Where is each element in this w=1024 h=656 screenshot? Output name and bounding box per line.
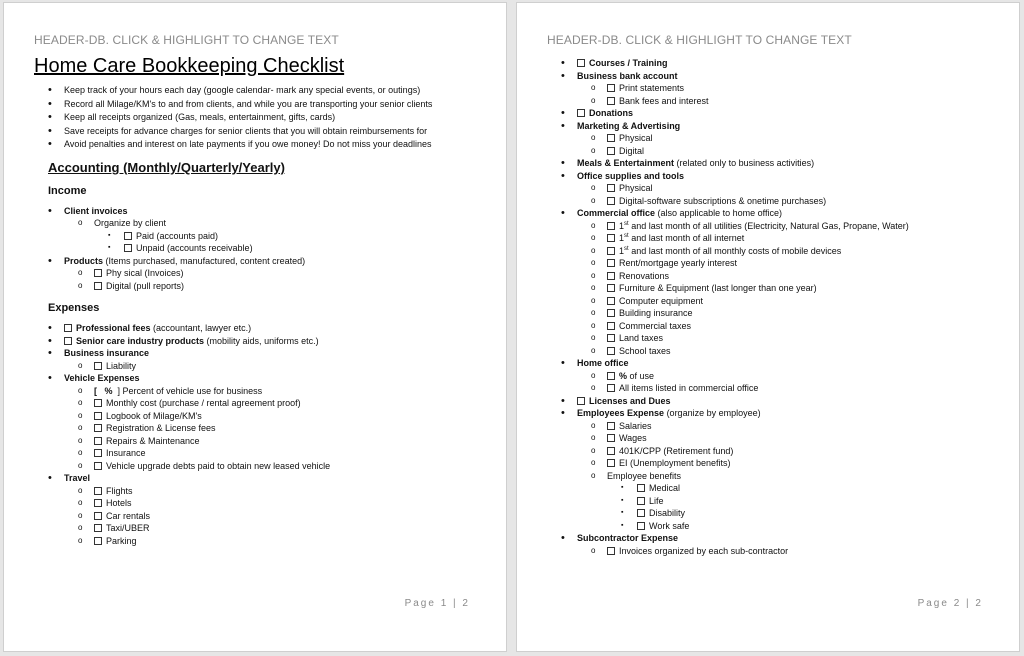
- checkbox-icon[interactable]: [607, 334, 615, 342]
- item-label: Registration & License fees: [106, 423, 216, 434]
- list-item: [547, 282, 999, 295]
- list-item: [547, 107, 999, 120]
- list-item: [34, 280, 486, 293]
- item-label: All items listed in commercial office: [619, 383, 759, 393]
- item-label: Liability: [106, 360, 137, 371]
- income-heading: Income: [48, 184, 87, 197]
- checkbox-icon[interactable]: [607, 97, 615, 105]
- list-item: [34, 535, 486, 548]
- document-page-1: [3, 2, 507, 652]
- list-item: [547, 445, 999, 458]
- list-item: [547, 145, 999, 158]
- intro-list: [34, 84, 486, 152]
- list-item: [547, 195, 999, 208]
- list-item: • Avoid penalties and interest on late payments if you owe money! Do not miss your deadlines: [34, 138, 486, 152]
- list-item: [547, 157, 999, 170]
- ordinal: 1: [619, 245, 625, 256]
- item-label: Products: [64, 255, 104, 266]
- ordinal-suffix: st: [624, 245, 629, 252]
- income-list: [34, 205, 486, 293]
- checkbox-icon[interactable]: [607, 222, 615, 230]
- item-label: Rent/mortgage yearly interest: [619, 258, 738, 268]
- checkbox-icon[interactable]: [94, 499, 102, 507]
- list-item: [547, 495, 999, 508]
- page-header[interactable]: HEADER-DB. CLICK & HIGHLIGHT TO CHANGE TEXT: [547, 33, 852, 47]
- checkbox-icon[interactable]: [94, 399, 102, 407]
- item-note: (Items purchased, manufactured, content created): [105, 255, 306, 266]
- item-label: Unpaid (accounts receivable): [136, 243, 253, 254]
- item-label: Business bank account: [577, 70, 678, 81]
- item-label: Commercial taxes: [619, 320, 692, 331]
- list-item: [34, 385, 486, 398]
- checkbox-icon[interactable]: [607, 372, 615, 380]
- list-item: [34, 447, 486, 460]
- item-label: Travel: [64, 473, 91, 484]
- list-item: [547, 382, 999, 395]
- list-item: • Save receipts for advance charges for senior clients that you will obtain reimbursements for: [34, 125, 486, 139]
- list-item: [547, 320, 999, 333]
- item-label: 401K/CPP (Retirement fund): [619, 445, 734, 456]
- item-label: Hotels: [106, 498, 132, 509]
- item-label: Medical: [649, 483, 681, 493]
- list-item: [547, 395, 999, 408]
- checkbox-icon[interactable]: [94, 487, 102, 495]
- list-item: [34, 347, 486, 360]
- checkbox-icon[interactable]: [607, 197, 615, 205]
- item-label: Donations: [589, 108, 633, 118]
- page-number: Page 2 | 2: [917, 598, 983, 609]
- checkbox-icon[interactable]: [94, 412, 102, 420]
- list-item: [547, 70, 999, 83]
- list-item: [547, 82, 999, 95]
- page-2-content: [547, 57, 999, 557]
- item-label: Disability: [649, 508, 686, 518]
- checkbox-icon[interactable]: [94, 449, 102, 457]
- percent-symbol: %: [619, 370, 628, 381]
- list-item: [547, 520, 999, 533]
- list-item: [34, 255, 486, 268]
- page-header[interactable]: HEADER-DB. CLICK & HIGHLIGHT TO CHANGE TEXT: [34, 33, 339, 47]
- checkbox-icon[interactable]: [607, 84, 615, 92]
- item-label: Insurance: [106, 448, 146, 459]
- checkbox-icon[interactable]: [64, 337, 72, 345]
- list-item: o Organize by client: [34, 217, 486, 230]
- list-item: o Employee benefits: [547, 470, 999, 483]
- list-item: [34, 322, 486, 335]
- list-item: [547, 345, 999, 358]
- checkbox-icon[interactable]: [607, 272, 615, 280]
- checkbox-icon[interactable]: [607, 447, 615, 455]
- checkbox-icon[interactable]: [607, 547, 615, 555]
- checkbox-icon[interactable]: [637, 522, 645, 530]
- checkbox-icon[interactable]: [607, 347, 615, 355]
- list-item: [547, 245, 999, 258]
- document-page-2: [516, 2, 1020, 652]
- item-label: and last month of all monthly costs of mobile devices: [628, 245, 842, 256]
- item-label: Land taxes: [619, 333, 664, 343]
- list-item: [34, 372, 486, 385]
- list-item: [34, 242, 486, 255]
- item-label: Computer equipment: [619, 295, 704, 306]
- item-label: Bank fees and interest: [619, 95, 709, 106]
- ordinal-suffix: st: [624, 233, 629, 239]
- list-item: [34, 205, 486, 218]
- item-label: Furniture & Equipment (last longer than one year): [619, 283, 817, 293]
- item-label: Digital-software subscriptions & onetime purchases): [619, 195, 827, 206]
- item-label: Digital: [619, 145, 645, 156]
- checkbox-icon[interactable]: [607, 322, 615, 330]
- item-label: Print statements: [619, 83, 685, 93]
- list-item: [34, 410, 486, 423]
- item-label: Paid (accounts paid): [136, 230, 219, 241]
- list-item: [547, 482, 999, 495]
- item-note: (organize by employee): [666, 408, 761, 418]
- list-item: [547, 207, 999, 220]
- checkbox-icon[interactable]: [94, 424, 102, 432]
- percent-symbol: %: [104, 385, 113, 396]
- item-label: Car rentals: [106, 510, 151, 521]
- checkbox-icon[interactable]: [637, 497, 645, 505]
- item-label: Work safe: [649, 520, 690, 531]
- list-item: [34, 335, 486, 348]
- item-label: Flights: [106, 485, 133, 496]
- list-item: [547, 295, 999, 308]
- accounting-heading: Accounting (Monthly/Quarterly/Yearly): [48, 159, 285, 175]
- expenses-list-continued: [547, 57, 999, 557]
- item-label: Professional fees: [76, 323, 151, 334]
- item-label: School taxes: [619, 345, 671, 356]
- checkbox-icon[interactable]: [124, 232, 132, 240]
- item-label: Marketing & Advertising: [577, 120, 681, 131]
- list-item: [34, 397, 486, 410]
- item-label: Vehicle upgrade debts paid to obtain new leased vehicle: [106, 460, 331, 471]
- list-item: [34, 485, 486, 498]
- checkbox-icon[interactable]: [607, 434, 615, 442]
- list-item: [547, 545, 999, 558]
- list-item: [34, 460, 486, 473]
- item-label: Commercial office: [577, 208, 656, 218]
- item-label: Client invoices: [64, 205, 128, 216]
- item-label: Salaries: [619, 420, 652, 431]
- page-number: Page 1 | 2: [404, 598, 470, 609]
- list-item: [547, 307, 999, 320]
- checkbox-icon[interactable]: [607, 309, 615, 317]
- item-note: (accountant, lawyer etc.): [153, 323, 252, 334]
- checkbox-icon[interactable]: [577, 109, 585, 117]
- item-label: Business insurance: [64, 348, 150, 359]
- list-item: [547, 220, 999, 233]
- item-label: Home office: [577, 358, 629, 368]
- checkbox-icon[interactable]: [607, 234, 615, 242]
- checkbox-icon[interactable]: [94, 437, 102, 445]
- item-label: Parking: [106, 535, 137, 546]
- list-item: • Keep track of your hours each day (google calendar- mark any special events, or outings): [34, 84, 486, 98]
- item-label: Renovations: [619, 270, 670, 281]
- checkbox-icon[interactable]: [94, 537, 102, 545]
- item-note: (also applicable to home office): [657, 208, 782, 218]
- list-item: [547, 432, 999, 445]
- page-1-content: [34, 53, 486, 547]
- item-label: Phy sical (Invoices): [106, 268, 184, 279]
- list-item: [34, 230, 486, 243]
- document-title: Home Care Bookkeeping Checklist: [34, 55, 345, 77]
- checkbox-icon[interactable]: [64, 324, 72, 332]
- list-item: [547, 95, 999, 108]
- item-label: Courses / Training: [589, 58, 668, 68]
- item-label: Life: [649, 495, 664, 506]
- list-item: • Keep all receipts organized (Gas, meals, entertainment, gifts, cards): [34, 111, 486, 125]
- item-label: Physical: [619, 133, 653, 143]
- checkbox-icon[interactable]: [607, 259, 615, 267]
- item-label: Logbook of Milage/KM's: [106, 410, 202, 421]
- list-item: [547, 132, 999, 145]
- checkbox-icon[interactable]: [607, 247, 615, 255]
- item-label: Physical: [619, 183, 653, 193]
- item-label: Subcontractor Expense: [577, 533, 679, 543]
- checkbox-icon[interactable]: [607, 134, 615, 142]
- checkbox-icon[interactable]: [607, 147, 615, 155]
- item-label: Senior care industry products: [76, 335, 205, 346]
- list-item: [34, 267, 486, 280]
- list-item: [547, 270, 999, 283]
- list-item: [34, 422, 486, 435]
- checkbox-icon[interactable]: [607, 184, 615, 192]
- item-label: of use: [627, 370, 655, 381]
- list-item: [547, 370, 999, 383]
- list-item: [547, 407, 999, 420]
- list-item: [547, 257, 999, 270]
- list-item: [34, 510, 486, 523]
- item-note: (related only to business activities): [676, 158, 815, 168]
- checkbox-icon[interactable]: [637, 509, 645, 517]
- list-item: [547, 120, 999, 133]
- item-note: (mobility aids, uniforms etc.): [206, 335, 319, 346]
- item-label: and last month of all utilities (Electricity, Natural Gas, Propane, Water): [628, 220, 909, 231]
- checkbox-icon[interactable]: [607, 384, 615, 392]
- checkbox-icon[interactable]: [94, 282, 102, 290]
- item-label: Building insurance: [619, 308, 693, 318]
- item-label: Invoices organized by each sub-contractor: [619, 545, 789, 556]
- checkbox-icon[interactable]: [94, 512, 102, 520]
- list-item: [34, 497, 486, 510]
- checkbox-icon[interactable]: [577, 397, 585, 405]
- checkbox-icon[interactable]: [637, 484, 645, 492]
- checkbox-icon[interactable]: [94, 462, 102, 470]
- list-item: [34, 472, 486, 485]
- list-item: [547, 182, 999, 195]
- checkbox-icon[interactable]: [94, 362, 102, 370]
- list-item: [34, 360, 486, 373]
- checkbox-icon[interactable]: [94, 269, 102, 277]
- ordinal: 1: [619, 220, 625, 231]
- checkbox-icon[interactable]: [124, 244, 132, 252]
- percent-bracket: [: [94, 385, 97, 396]
- list-item: [547, 57, 999, 70]
- checkbox-icon[interactable]: [607, 297, 615, 305]
- item-label: Repairs & Maintenance: [106, 435, 200, 446]
- item-label: Wages: [619, 433, 647, 443]
- item-label: Employees Expense: [577, 408, 665, 418]
- item-label: Taxi/UBER: [106, 523, 150, 534]
- expenses-list: [34, 322, 486, 547]
- item-label: Licenses and Dues: [589, 395, 671, 406]
- list-item: [547, 357, 999, 370]
- list-item: [34, 522, 486, 535]
- item-label: Digital (pull reports): [106, 280, 185, 291]
- item-label: Monthly cost (purchase / rental agreement proof): [106, 398, 301, 409]
- item-label: Meals & Entertainment: [577, 158, 675, 168]
- ordinal: 1: [619, 233, 625, 243]
- list-item: [547, 420, 999, 433]
- item-label: Vehicle Expenses: [64, 373, 140, 384]
- list-item: [547, 232, 999, 245]
- list-item: [547, 332, 999, 345]
- expenses-heading: Expenses: [48, 302, 100, 315]
- checkbox-icon[interactable]: [607, 284, 615, 292]
- checkbox-icon[interactable]: [94, 524, 102, 532]
- item-label: ] Percent of vehicle use for business: [117, 385, 263, 396]
- checkbox-icon[interactable]: [577, 59, 585, 67]
- checkbox-icon[interactable]: [607, 459, 615, 467]
- list-item: [34, 435, 486, 448]
- item-label: and last month of all internet: [628, 233, 745, 243]
- list-item: [547, 170, 999, 183]
- list-item: [547, 507, 999, 520]
- list-item: [547, 457, 999, 470]
- item-label: Office supplies and tools: [577, 170, 685, 181]
- list-item: [547, 532, 999, 545]
- item-label: EI (Unemployment benefits): [619, 458, 731, 468]
- checkbox-icon[interactable]: [607, 422, 615, 430]
- list-item: • Record all Milage/KM's to and from clients, and while you are transporting your senior clients: [34, 98, 486, 112]
- ordinal-suffix: st: [624, 220, 629, 227]
